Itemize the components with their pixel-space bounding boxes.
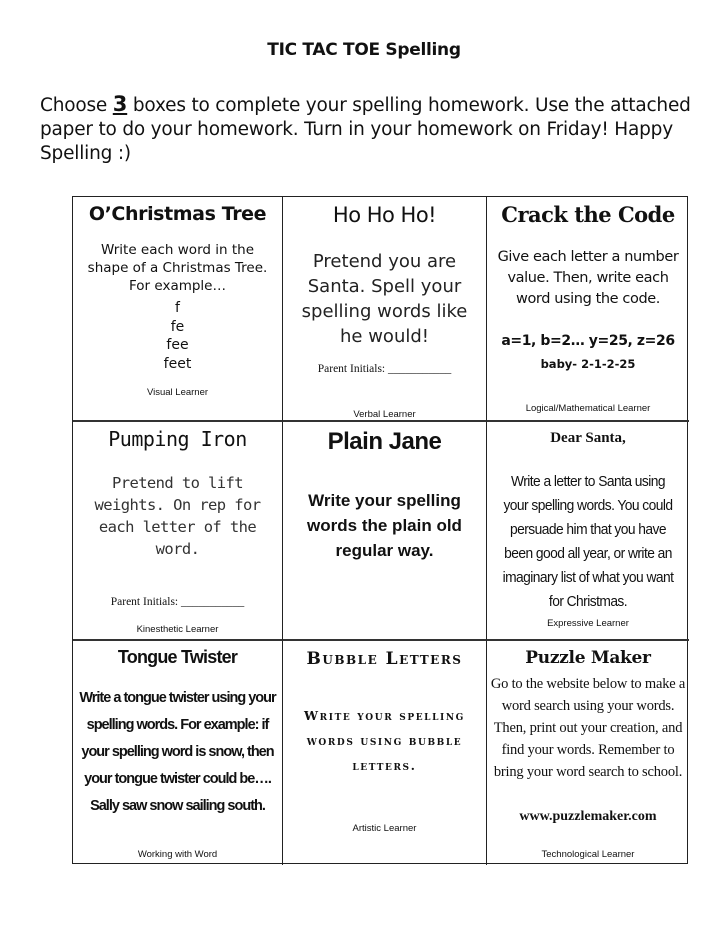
cell-heading: Dear Santa, <box>550 430 626 446</box>
parent-initials: Parent Initials: ___________ <box>317 363 452 375</box>
instructions-lead: Choose <box>40 95 113 116</box>
instructions-rest: boxes to complete your spelling homework. Use the attached paper to do your homework. Turn in your homework on Friday! Happy Spelling :) <box>40 95 691 164</box>
learner-type: Technological Learner <box>541 849 635 860</box>
tree-line: fee <box>166 337 189 353</box>
tree-line: feet <box>163 355 192 372</box>
cell-instructions: Give each letter a number value. Then, write each word using the code. <box>497 249 679 307</box>
cell-instructions: Pretend to lift weights. On rep for each letter of the word. <box>94 474 261 558</box>
cell-heading: Plain Jane <box>327 428 442 455</box>
cell-heading: Pumping Iron <box>108 427 247 451</box>
learner-type: Working with Word <box>137 849 218 860</box>
cell-christmas-tree <box>73 197 283 422</box>
cell-heading: Ho Ho Ho! <box>332 203 437 227</box>
cell-instructions: Write each word in the shape of a Christmas Tree. For example… <box>87 242 268 294</box>
cell-ho-ho-ho <box>283 197 487 422</box>
cell-heading: Puzzle Maker <box>525 648 651 668</box>
cell-dear-santa <box>487 422 689 641</box>
cell-heading: Tongue Twister <box>117 647 238 667</box>
code-example: baby- 2-1-2-25 <box>540 357 636 371</box>
cell-instructions: Write a letter to Santa using your spelling words. You could persuade him that you have been good all year, or write an imaginary list of what you want for Christmas. <box>502 473 674 610</box>
learner-type: Kinesthetic Learner <box>136 624 219 635</box>
learner-type: Visual Learner <box>146 387 209 398</box>
page-title: TIC TAC TOE Spelling <box>267 40 461 60</box>
cell-plain-jane <box>283 422 487 641</box>
cell-pumping-iron <box>73 422 283 641</box>
website-url: www.puzzlemaker.com <box>519 809 657 824</box>
cell-crack-the-code <box>487 197 689 422</box>
cell-instructions: Write your spelling words using bubble letters. <box>304 708 465 773</box>
learner-type: Expressive Learner <box>547 618 629 629</box>
parent-initials: Parent Initials: ___________ <box>110 596 245 608</box>
cell-instructions: Write a tongue twister using your spelling words. For example: if your spelling word is snow, then your tongue twister could be…. Sally saw snow sailing south. <box>79 690 276 814</box>
cell-heading: Bubble Letters <box>306 649 463 669</box>
learner-type: Logical/Mathematical Learner <box>525 403 651 414</box>
box-count: 3 <box>112 92 128 116</box>
code-key: a=1, b=2… y=25, z=26 <box>501 333 675 349</box>
instructions <box>40 92 700 166</box>
learner-type: Artistic Learner <box>352 823 417 834</box>
cell-tongue-twister <box>73 641 283 865</box>
cell-puzzle-maker <box>487 641 689 865</box>
cell-bubble-letters <box>283 641 487 865</box>
cell-instructions: Write your spelling words the plain old regular way. <box>307 491 462 560</box>
cell-heading: O’Christmas Tree <box>88 203 267 225</box>
tree-line: f <box>175 300 180 316</box>
cell-instructions: Go to the website below to make a word search using your words. Then, print out your creation, and find your words. Remember to bring your word search to school. <box>490 676 686 780</box>
tree-example <box>73 299 282 373</box>
learner-type: Verbal Learner <box>353 409 416 420</box>
tree-line: fe <box>170 318 185 335</box>
tic-tac-toe-grid <box>72 196 688 864</box>
cell-heading: Crack the Code <box>501 202 675 227</box>
cell-instructions: Pretend you are Santa. Spell your spelling words like he would! <box>301 251 468 347</box>
